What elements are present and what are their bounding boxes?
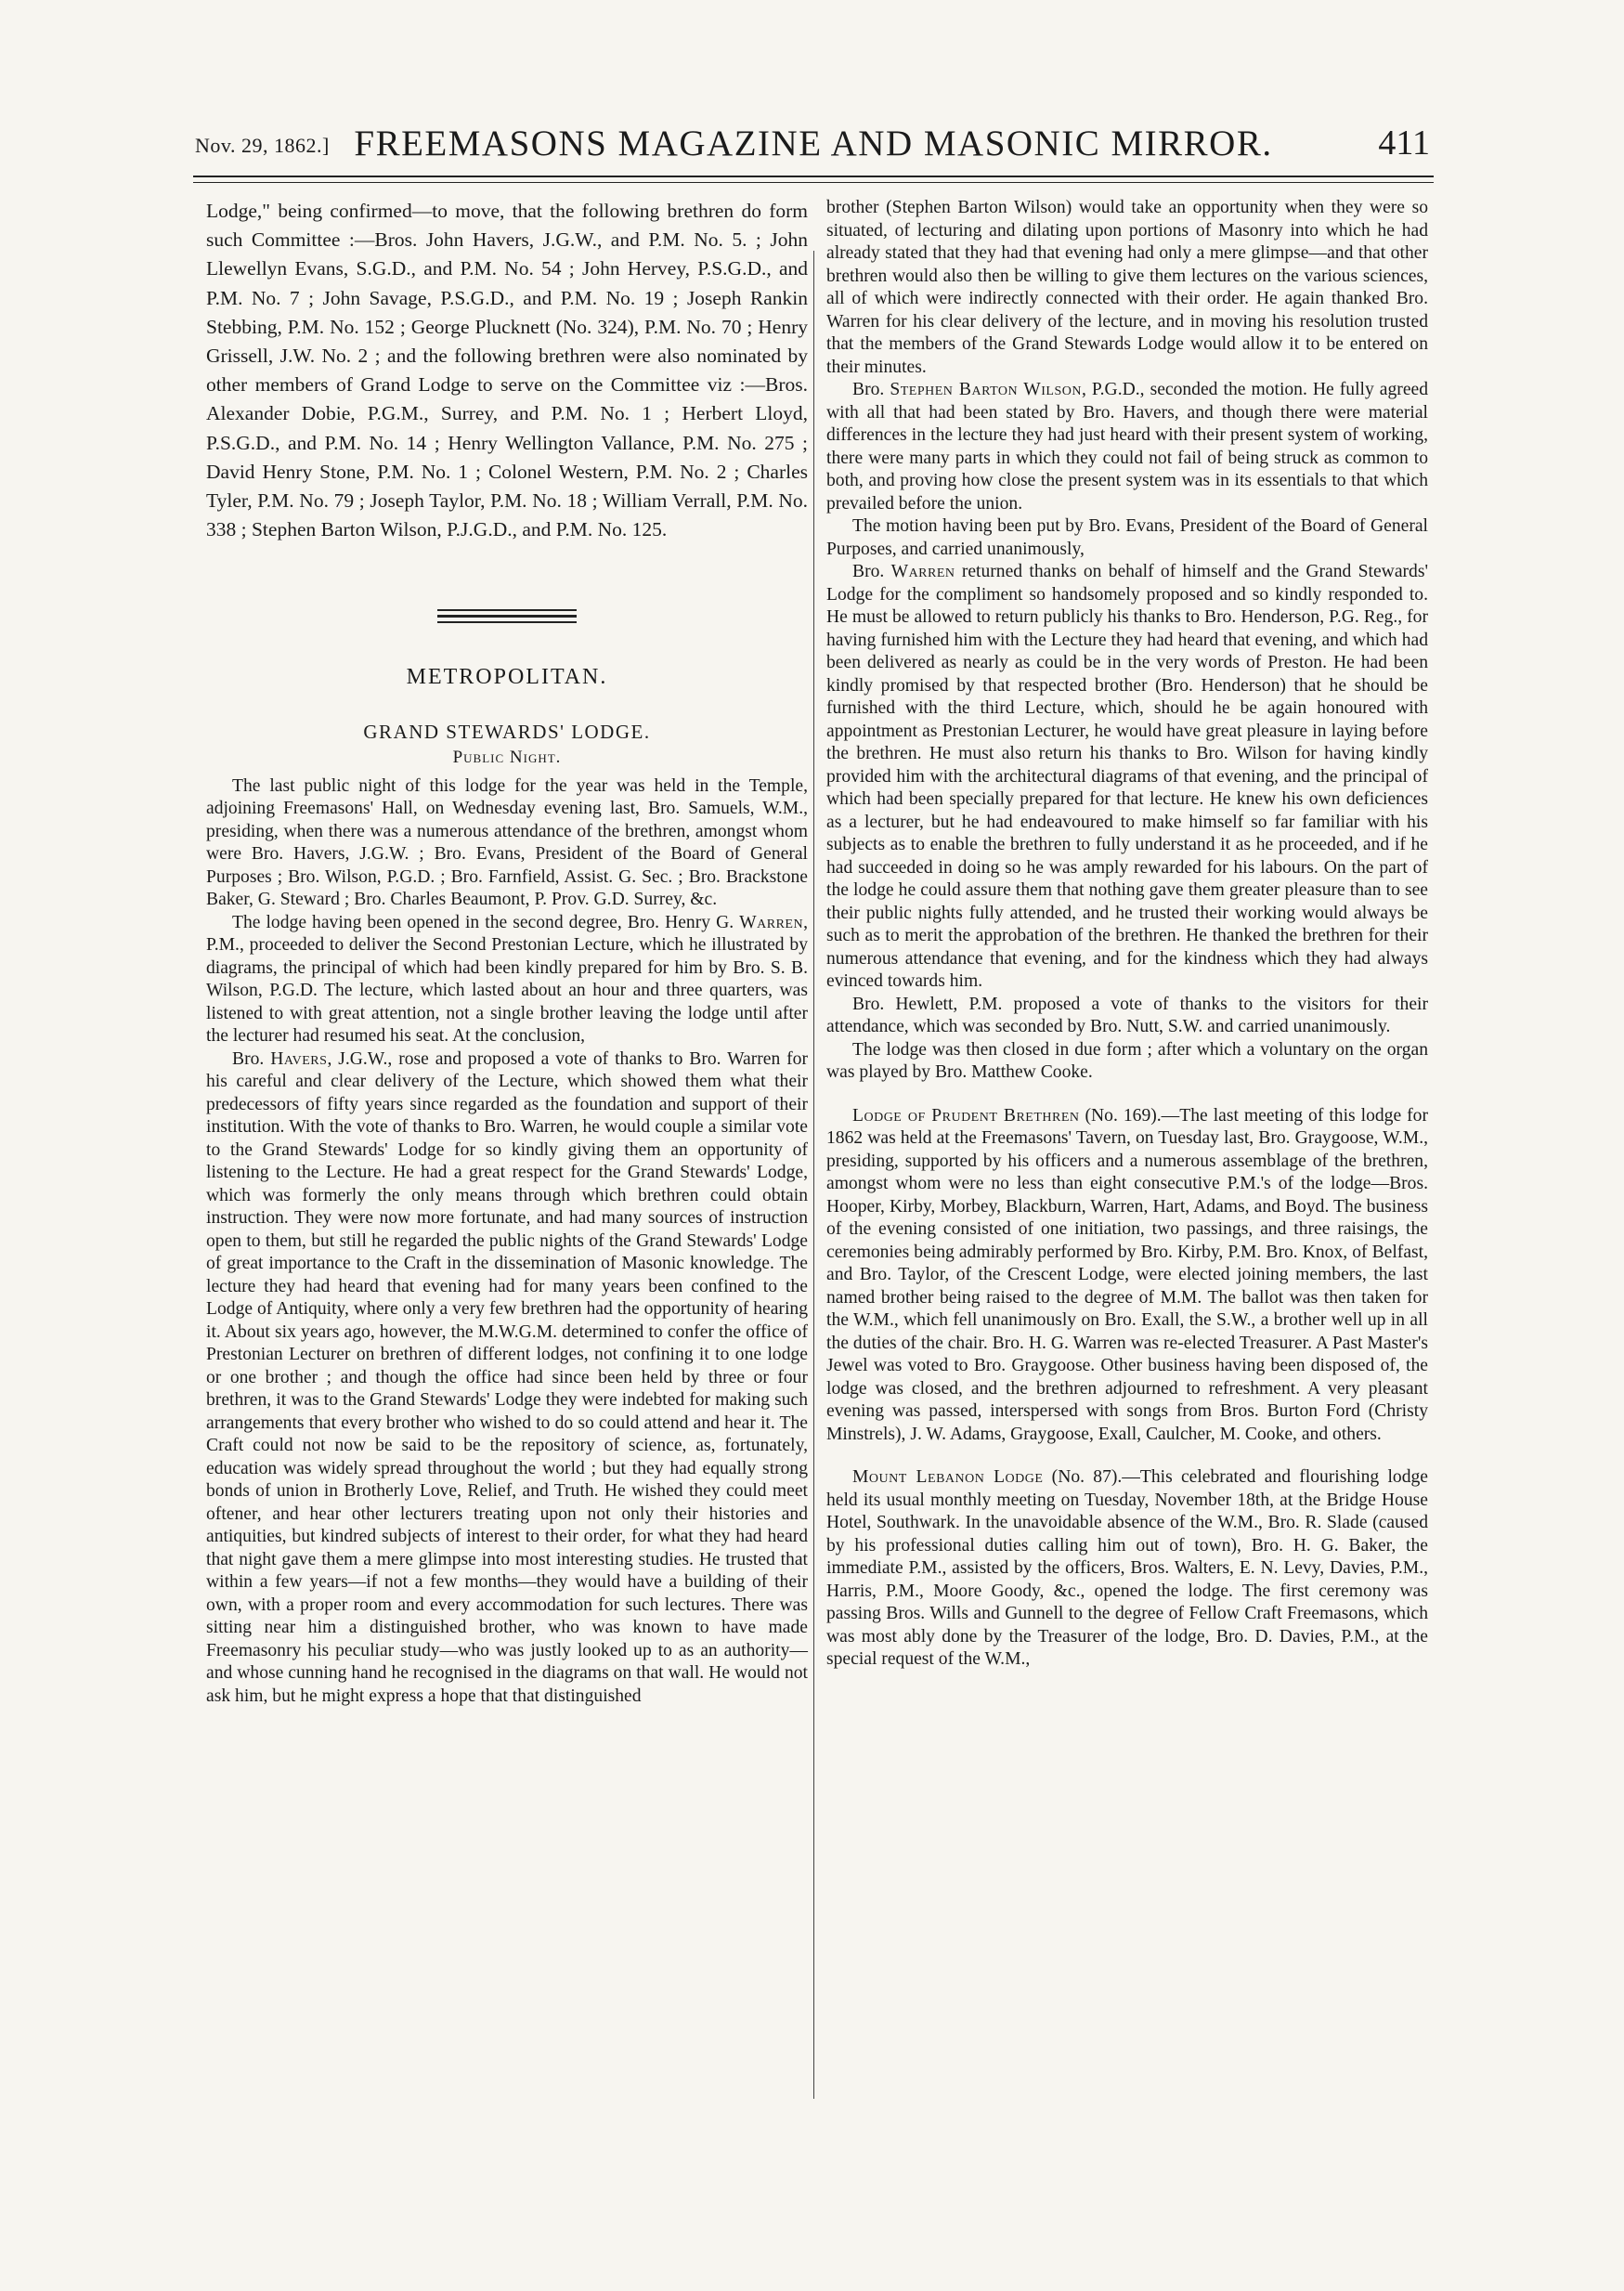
issue-date: Nov. 29, 1862.] bbox=[195, 134, 330, 157]
article-paragraph: Bro. Hewlett, P.M. proposed a vote of thanks to the visitors for their attendance, which was seconded by Bro. Nutt, S.W. and carried unanimously. bbox=[826, 994, 1428, 1036]
magazine-title: FREEMASONS MAGAZINE AND MASONIC MIRROR. bbox=[354, 124, 1273, 163]
lodge-report: Mount Lebanon Lodge (No. 87).—This celebrated and flourishing lodge held its usual monthly meeting on Tuesday, November 18th, at the Bridge House Hotel, Southwark. In the unavoidable absence of the W.M., Bro. R. Slade (caused by his professional duties calling him out of town), Bro. H. G. Baker, the immediate P.M., assisted by the officers, Bros. Walters, E. N. Levy, Davies, P.M., Harris, P.M., Moore Goody, &c., opened the lodge. The first ceremony was passing Bros. Wills and Gunnell to the degree of Fellow Craft Freemasons, which was most ably done by the Treasurer of the lodge, Bro. D. Davies, P.M., at the special request of the W.M., bbox=[826, 1467, 1428, 1669]
committee-paragraph-block bbox=[206, 197, 808, 544]
section-ornament bbox=[437, 609, 577, 623]
lodge-name: Mount Lebanon Lodge bbox=[852, 1467, 1044, 1487]
article-paragraph: brother (Stephen Barton Wilson) would take an opportunity when they were so situated, of lecturing and dilating upon portions of Masonry into which he had already stated that they had that evening had only a mere glimpse—and that other brethren would also then be willing to give them lectures on the various sciences, all of which were indirectly connected with their order. He again thanked Bro. Warren for his clear delivery of the lecture, and in moving his resolution trusted that the members of the Grand Stewards Lodge would allow it to be entered on their minutes. bbox=[826, 198, 1428, 377]
person-name: Warren bbox=[890, 562, 955, 581]
article-paragraph: The lodge was then closed in due form ; after which a voluntary on the organ was played by Bro. Matthew Cooke. bbox=[826, 1039, 1428, 1082]
header-rule-thick bbox=[193, 176, 1434, 177]
running-header bbox=[193, 110, 1434, 165]
article-paragraph: Bro. Warren returned thanks on behalf of himself and the Grand Stewards' Lodge for the compliment so handsomely proposed and so kindly responded to. He must be allowed to return publicly his thanks to Bro. Henderson, P.G. Reg., for having furnished him with the Lecture they had heard that evening, and which had been delivered as nearly as could be in the very words of Preston. He had been kindly promised by that respected brother (Bro. Henderson) that he should be furnished with the third Lecture, which, should he be again honoured with appointment as Prestonian Lecturer, he would have great pleasure in laying before the brethren. He must also return his thanks to Bro. Wilson for having kindly provided him with the architectural diagrams of that evening, and the principal of which had been specially prepared for that lecture. He knew his own deficiences as a lecturer, but he had endeavoured to make himself so far familiar with his subjects as to enable the brethren to fully understand it as he proceeded, and if he had succeeded in doing so he was amply rewarded for his labours. On the part of the lodge he could assure them that nothing gave them greater pleasure than to see their public nights fully attended, and he trusted their working would always be such as to merit the approbation of the brethren. He thanked the brethren for their numerous attendance that evening, and for the kindness which they had always evinced towards him. bbox=[826, 562, 1428, 991]
lodge-report: Lodge of Prudent Brethren (No. 169).—The last meeting of this lodge for 1862 was held at the Freemasons' Tavern, on Tuesday last, Bro. Graygoose, W.M., presiding, supported by his officers and a numerous assemblage of the brethren, amongst whom were no less than eight consecutive P.M.'s of the lodge—Bros. Hooper, Kirby, Morbey, Blackburn, Warren, Hart, Adams, and Boyd. The business of the evening consisted of one initiation, two passings, and three raisings, the ceremonies being admirably performed by Bro. Kirby, P.M. Bro. Knox, of Belfast, and Bro. Taylor, of the Crescent Lodge, were elected joining members, the last named brother being raised to the degree of M.M. The ballot was then taken for the W.M., which fell unanimously on Bro. Exall, the S.W., a brother well up in all the duties of the chair. Bro. H. G. Warren was re-elected Treasurer. A Past Master's Jewel was voted to Bro. Graygoose. Other business having been disposed of, the lodge was closed, and the brethren adjourned to refreshment. A very pleasant evening was passed, interspersed with songs from Bros. Burton Ford (Christy Minstrels), J. W. Adams, Graygoose, Exall, Caulcher, M. Cooke, and others. bbox=[826, 1105, 1429, 1444]
article-paragraph: The lodge having been opened in the second degree, Bro. Henry G. Warren, P.M., proceeded to deliver the Second Prestonian Lecture, which he illustrated by diagrams, the principal of which had been kindly prepared for him by Bro. S. B. Wilson, P.G.D. The lecture, which lasted about an hour and three quarters, was listened to with great attention, not a single brother leaving the lodge until after the lecturer had resumed his seat. At the conclusion, bbox=[206, 912, 808, 1047]
article-paragraph: Bro. Stephen Barton Wilson, P.G.D., seconded the motion. He fully agreed with all that had been stated by Bro. Havers, and though there were material differences in the lecture they had just heard with their present system of working, there were many parts in which they could not fail of being struck as common to both, and proving how close the present system was in its essentials to that which prevailed before the union. bbox=[826, 380, 1429, 514]
article-paragraph: The last public night of this lodge for the year was held in the Temple, adjoining Freemasons' Hall, on Wednesday evening last, Bro. Samuels, W.M., presiding, when there was a numerous attendance of the brethren, amongst whom were Bro. Havers, J.G.W. ; Bro. Evans, President of the Board of General Purposes ; Bro. Wilson, P.G.D. ; Bro. Farnfield, Assist. G. Sec. ; Bro. Brackstone Baker, G. Steward ; Bro. Charles Beaumont, P. Prov. G.D. Surrey, &c. bbox=[206, 775, 808, 910]
article-paragraph: The motion having been put by Bro. Evans, President of the Board of General Purposes, and carried unanimously, bbox=[826, 516, 1428, 559]
right-column bbox=[826, 197, 1428, 1672]
column-divider bbox=[813, 251, 814, 2099]
article-title: GRAND STEWARDS' LODGE. bbox=[363, 720, 651, 743]
person-name: Warren bbox=[739, 912, 804, 932]
section-title: METROPOLITAN. bbox=[406, 665, 608, 690]
header-rule-thin bbox=[193, 182, 1434, 183]
person-name: Havers bbox=[270, 1048, 328, 1069]
article-paragraph: Bro. Havers, J.G.W., rose and proposed a vote of thanks to Bro. Warren for his careful and clear delivery of the Lecture, which showed them what their predecessors of fifty years since regarded as the foundation and support of their institution. With the vote of thanks to Bro. Warren, he would couple a similar vote to the Grand Stewards' Lodge for so kindly giving them an opportunity of listening to the Lecture. He had a great respect for the Grand Stewards' Lodge, which was formerly the only means through which brethren could obtain instruction. They were now more fortunate, and had many sources of instruction open to them, but still he regarded the public nights of the Grand Stewards' Lodge of great importance to the Craft in the dissemination of Masonic knowledge. The lecture they had heard that evening had for many years been confined to the Lodge of Antiquity, where only a very few brethren had the opportunity of hearing it. About six years ago, however, the M.W.G.M. determined to confer the office of Prestonian Lecturer on brethren of different lodges, not confining it to one lodge or one brother ; and though the office had since been held by three or four brethren, it was to the Grand Stewards' Lodge they were indebted for making such arrangements that every brother who wished to do so could attend and hear it. The Craft could not now be said to be the repository of science, as, fortunately, education was widely spread throughout the world ; but they had equally strong bonds of union in Brotherly Love, Relief, and Truth. He wished they could meet oftener, and hear other lecturers treating upon not only their histories and antiquities, but kindred subjects of interest to their order, for what they had heard that night gave them a mere glimpse into most interesting studies. He trusted that within a few years—if not a few months—they would have a building of their own, with a proper room and every accommodation for such lectures. There was sitting near him a distinguished brother, who was known to have made Freemasonry his peculiar study—who was justly looked up to as an authority—and whose cunning hand he recognised in the diagrams on that wall. He would not ask him, but he might express a hope that that distinguished bbox=[206, 1048, 808, 1706]
article-subtitle: Public Night. bbox=[452, 748, 562, 768]
page-number: 411 bbox=[1378, 124, 1430, 163]
committee-paragraph: Lodge," being confirmed—to move, that the following brethren do form such Committee :—Bros. John Havers, J.G.W., and P.M. No. 5. ; John Llewellyn Evans, S.G.D., and P.M. No. 54 ; John Hervey, P.S.G.D., and P.M. No. 7 ; John Savage, P.S.G.D., and P.M. No. 19 ; Joseph Rankin Stebbing, P.M. No. 152 ; George Plucknett (No. 324), P.M. No. 70 ; Henry Grissell, J.W. No. 2 ; and the following brethren were also nominated by other members of Grand Lodge to serve on the Committee viz :—Bros. Alexander Dobie, P.G.M., Surrey, and P.M. No. 1 ; Herbert Lloyd, P.S.G.D., and P.M. No. 14 ; Henry Wellington Vallance, P.M. No. 275 ; David Henry Stone, P.M. No. 1 ; Colonel Western, P.M. No. 2 ; Charles Tyler, P.M. No. 79 ; Joseph Taylor, P.M. No. 18 ; William Verrall, P.M. No. 338 ; Stephen Barton Wilson, P.J.G.D., and P.M. No. 125. bbox=[206, 200, 808, 541]
lodge-name: Lodge of Prudent Brethren bbox=[852, 1105, 1080, 1126]
left-column bbox=[206, 197, 808, 1708]
person-name: Stephen Barton Wilson bbox=[890, 380, 1082, 399]
